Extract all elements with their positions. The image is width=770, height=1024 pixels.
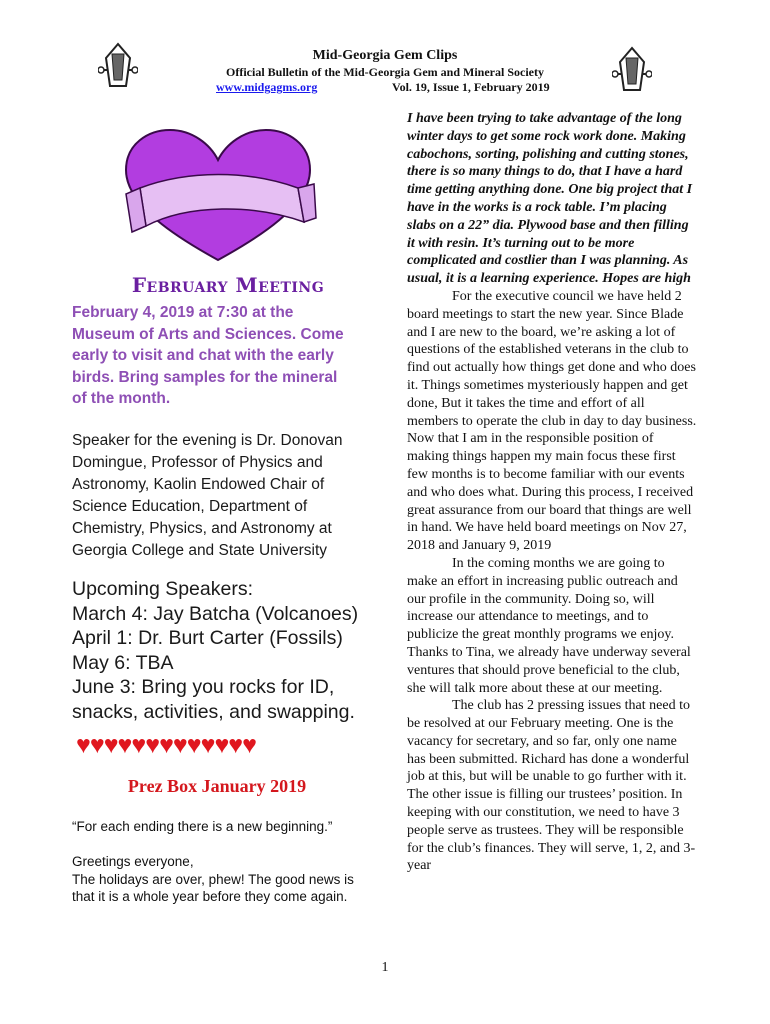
list-item: May 6: TBA [72,651,174,674]
prez-greeting [72,853,362,906]
list-item: April 1: Dr. Burt Carter (Fossils) [72,627,343,649]
prez-box-title: Prez Box January 2019 [127,776,307,796]
body-paragraph: In the coming months we are going to make an effort in increasing public outreach and our profile in the community. Doing so, will increase our attendance to meetings, and to publicize the great monthly programs we enjoy. Thanks to Tina, we already have underway several ventures that should prove beneficial to the club, she will talk more about these at our meeting. [407,555,691,696]
body-paragraph: For the executive council we have held 2 board meetings to start the new year. Since Blade and I are new to the board, we’re asking a lot of questions of the established veterans in the club to find out actually how things get done and who does it. Things sometimes mysteriously happen and get done, But it takes the time and effort of all members to operate the club in day to day business. Now that I am in the responsible position of making things happen my main focus these first few months is to become familiar with our events and who does what. During this process, I received great assurance from our board that things are well in hand. We have held board meetings on Nov 27, 2018 and January 9, 2019 [407,288,697,554]
greeting-body: The holidays are over, phew! The good news is that it is a whole year before they come again. [72,871,354,904]
volume-info: Vol. 19, Issue 1, February 2019 [392,80,550,94]
meeting-details: February 4, 2019 at 7:30 at the Museum of Arts and Sciences. Come early to visit and chat with the early birds. Bring samples for the mineral of the month. [72,304,344,407]
list-item: March 4: Jay Batcha (Volcanoes) [72,602,359,625]
upcoming-speakers [72,577,372,724]
intro-paragraph: I have been trying to take advantage of the long winter days to get some rock work done. Making cabochons, sorting, polishing and cutting stones, there is so many things to do, that I have a hard time getting anything done. One big project that I have in the works is a rock table. I’m placing slabs on a 22” dia. Plywood base and then filling it with resin. It’s turning out to be more complicated and costlier than I was planning. As usual, it is a learning experience. Hopes are high [407,111,693,287]
hearts-divider: ♥♥♥♥♥♥♥♥♥♥♥♥♥ [76,732,256,759]
newsletter-title: Mid-Georgia Gem Clips [312,48,458,63]
prez-quote: “For each ending there is a new beginning.” [72,819,333,834]
heart-banner-icon [118,128,318,263]
website-link[interactable]: www.midgagms.org [216,80,318,94]
newsletter-subtitle: Official Bulletin of the Mid-Georgia Gem and Mineral Society [226,65,544,79]
page-number: 1 [381,960,389,975]
greeting-line: Greetings everyone, [72,854,194,869]
prez-letter-column [407,110,697,875]
meeting-heading: February Meeting [131,273,325,297]
upcoming-heading: Upcoming Speakers: [72,578,254,600]
list-item: June 3: Bring you rocks for ID, snacks, activities, and swapping. [72,676,355,723]
body-paragraph: The club has 2 pressing issues that need to be resolved at our February meeting. One is the vacancy for secretary, and so far, only one name has been submitted. Richard has done a wonderful job at this, but will be unable to go further with it. The other issue is filling our trustees’ position. In keeping with our constitution, we need to have 3 people serve as trustees. They will be responsible for the club’s finances. They will serve, 1, 2, and 3-year [407,698,696,874]
speaker-description: Speaker for the evening is Dr. Donovan Domingue, Professor of Physics and Astronomy, Kaolin Endowed Chair of Science Education, Department of Chemistry, Physics, and Astronomy at Georgia College and State University [72,432,343,559]
